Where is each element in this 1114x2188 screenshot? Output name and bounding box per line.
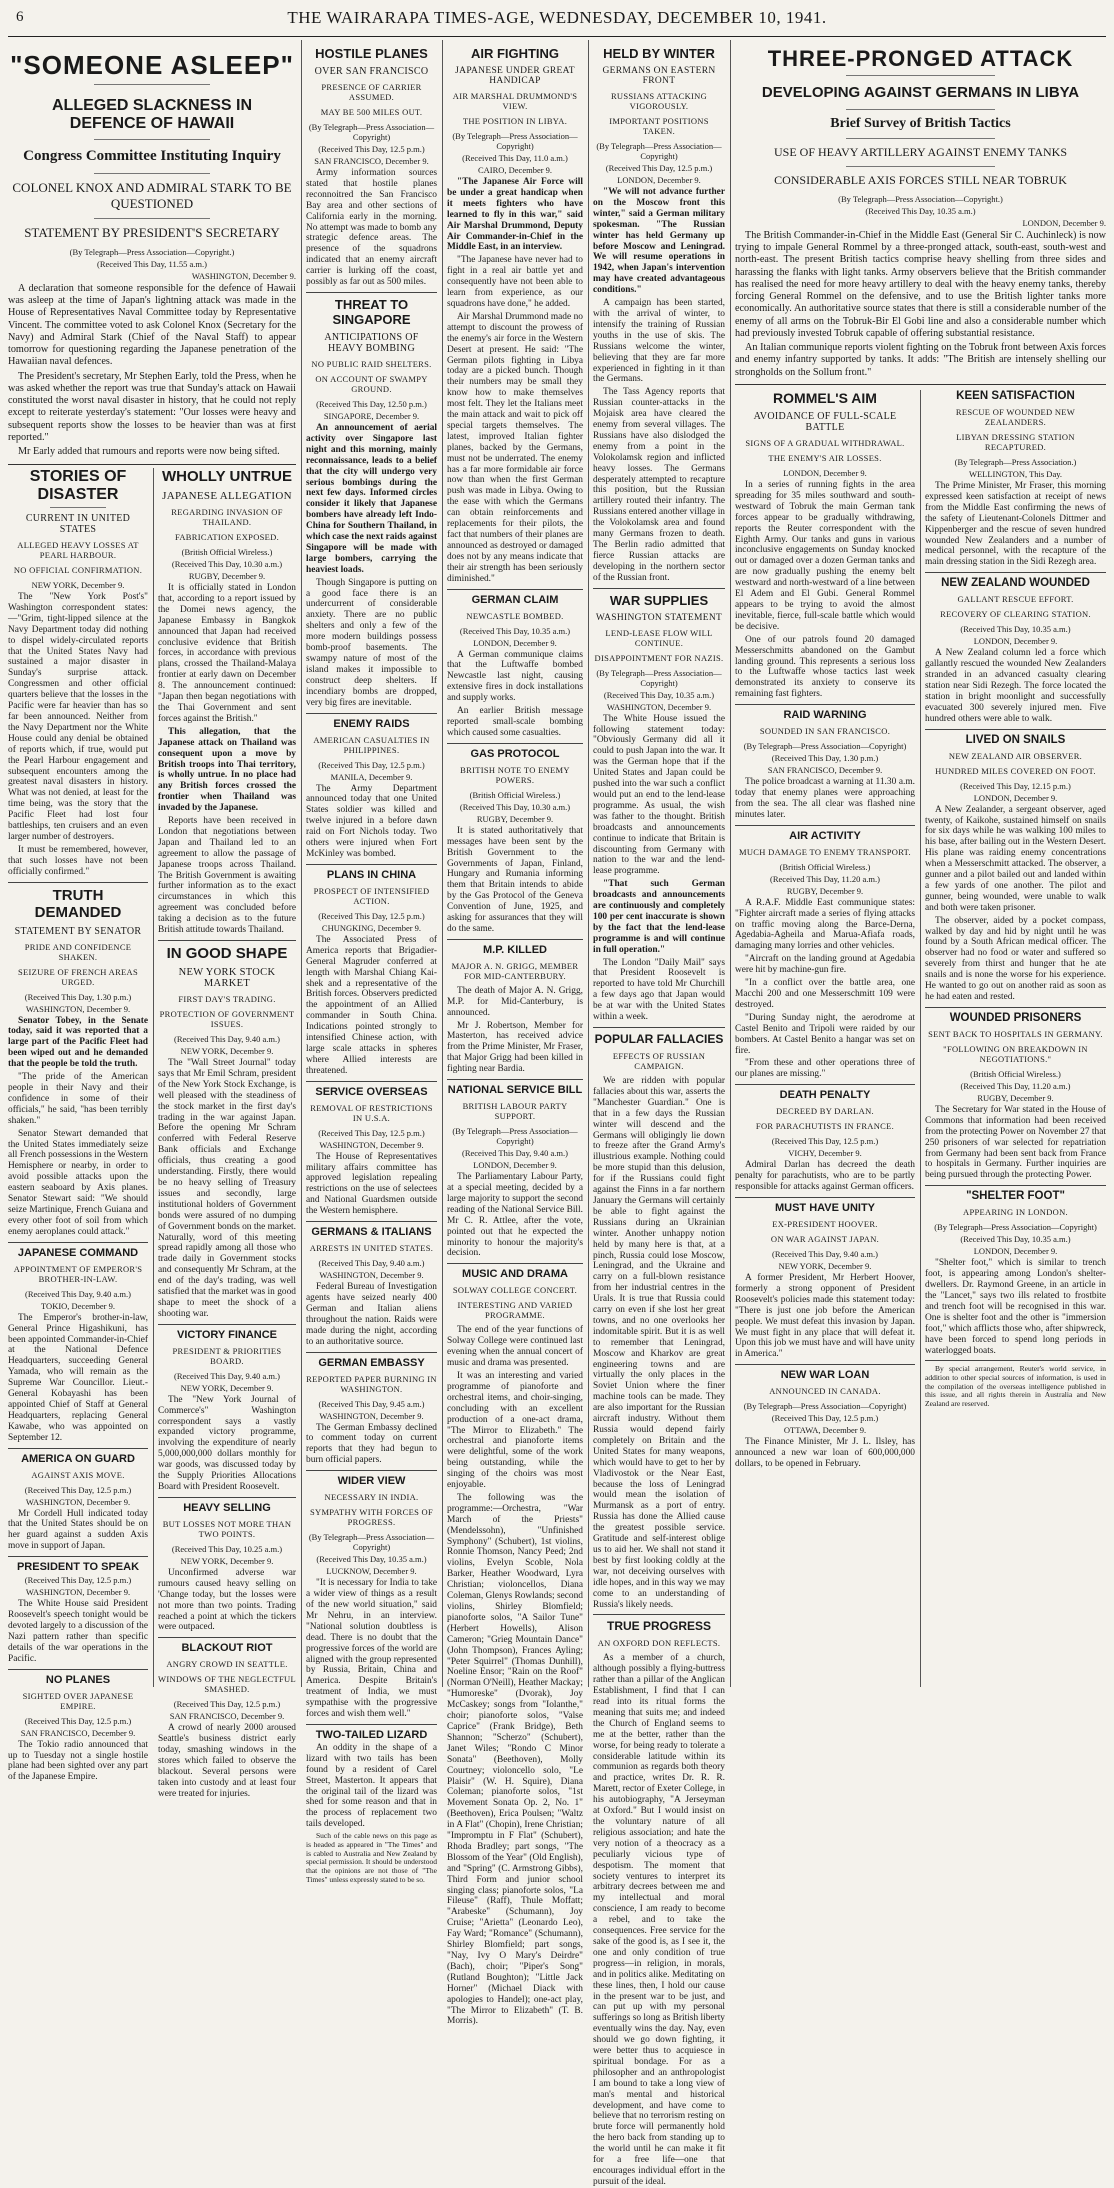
page-number: 6 <box>16 9 24 25</box>
subheadline: SOUNDED IN SAN FRANCISCO. <box>759 726 891 737</box>
dateline: LONDON, December 9. <box>1022 218 1106 228</box>
article-paragraph: A declaration that someone responsible for the defence of Hawaii was asleep at the time of Japan's lightning attack was made in the House of Representatives Naval Committee today by Representative Vincent. The committee voted to ask Colonel Knox (Secretary for the Navy) and Admiral Stark (Chief of the Naval Staff) to appear tomorrow for questioning regarding the Japanese penetration of the Hawaiian naval defences. <box>8 283 296 368</box>
dateline: LONDON, December 9. <box>473 1160 557 1171</box>
subheadline: DEVELOPING AGAINST GERMANS IN LIBYA <box>761 84 1080 101</box>
article-paragraph: A campaign has been started, with the arrival of winter, to intensify the training of Russian youths in the use of skis. The Russians welcome the winter, believing that they are far more experienced in fighting in it than the Germans. <box>593 298 725 385</box>
article-paragraph: The Tass Agency reports that Russian counter-attacks in the Mojaisk area have cleared the enemy from several villages. The Russians have also dislodged the enemy from a point in the Volokolamsk region and inflicted heavy losses. The Germans desperately attempted to recapture this position, but the Russian artillery routed their infantry. The Russians entered another village in the Volokolamsk area and found many Germans frozen to death. The Berlin radio admitted that fierce Russian attacks are developing in the northern sector of the Russian front. <box>593 387 725 583</box>
article-title: ENEMY RAIDS <box>333 717 410 730</box>
dateline: NEW YORK, December 9. <box>180 1046 274 1056</box>
article-title: HOSTILE PLANES <box>315 46 428 61</box>
column-2 <box>158 468 296 1799</box>
article-title: WOUNDED PRISONERS <box>949 1011 1082 1024</box>
credit-line: (By Telegraph—Press Association—Copyright) <box>596 667 722 688</box>
article-paragraph: The "Wall Street Journal" today says that Mr Emil Schram, president of the New York Stock Exchange, is well pleased with the steadiness of the stock market in the first day's trading in the war against Japan. Before the opening Mr Schram conferred with Federal Reserve Bank officials and Exchange officials, thus creating a good understanding. Firstly, there would be no heavy selling of Treasury issues and secondly, large institutional holders of Government bonds were assured of no dumping of Government bonds on the market. Naturally, word of this meeting spread rapidly among all those who trade daily in Government stocks and consequently Mr Schram, at the end of the day's trading, was well satisfied that the market was in good shape to meet the shock of a shooting war. <box>158 1058 296 1319</box>
article-paragraph: The following was the programme:—Orchestra, "War March of the Priests" (Mendelssohn), "Unfinished Symphony" (Schubert), 1st violins, Ronnie Thomson, Nancy Peed; 2nd violins, Evelyn Scoble, Nola Barker, Heather Woodward, Lyra Christian; violoncellos, Diana Coleman, Glenys Rowlands; second violins, Shirley Blomfield; pianoforte solos, "A Sailor Tune" (Herbert Howells), Alison Cameron; "Grieg Mountain Dance" (John Thompson), Frances Ayling; "Peter Squirrel" (Thomas Dunhill), Noeline Ensor; "Rain on the Roof" (Norman O'Neill), Heather Mackay; "Humoreske" (Dvorak), Joy McCaskey; songs from "Iolanthe," choir; pianoforte solos, "Valse Caprice" (Frank Bridge), Beth Shannon; "Scherzo" (Schubert), Janet Wiles; "Rondo C Minor Sonata" (Beethoven), Molly Courtney; violoncello solo, "Le Plaisir" (W. H. Squire), Diana Coleman; pianoforte solos, "1st Movement Sonata Op. 2, No. 1" (Beethoven), Erica Poulsen; "Waltz in A Flat" (Chopin), Irene Christian; "Impromptu in F Flat" (Schubert), Rhoda Bradley; part songs, "The Blossom of the Year" (Old English), and "Spring" (C. Armstrong Gibbs), Third Form and junior school singing class; pianoforte solos, "La Fileuse" (Raff), Thule Moffatt; "Arabeske" (Schumann), Joy Cruise; "Arietta" (Leonardo Leo), Fay Ward; "Romance" (Schumann), Shirley Blomfield; part songs, "Nay, Ivy O Mary's Deirdre" (Bach), choir; "Piper's Song" (Rutland Boughton); "Little Jack Horner" (Michael Diack with apologies to Handel); one-act play, "The Mirror to Elizabeth" (T. B. Morris). <box>447 1492 584 2027</box>
dateline: LONDON, December 9. <box>783 468 867 478</box>
credit-line: (By Telegraph—Press Association—Copyright) <box>743 741 907 752</box>
article-title: GERMAN CLAIM <box>471 593 559 606</box>
received-line: (Received This Day, 9.40 a.m.) <box>174 1034 280 1044</box>
received-line: (Received This Day, 12.5 p.m.) <box>771 1136 879 1147</box>
column-rule <box>730 40 731 1687</box>
article-paragraph: Senator Tobey, in the Senate today, said it was reported that a large part of the Pacific Fleet had been wiped out and he demanded that the people be told the truth. <box>8 1015 148 1070</box>
received-line: (Received This Day, 10.30 a.m.) <box>171 559 283 569</box>
dateline: SAN FRANCISCO, December 9. <box>169 1711 285 1722</box>
subheadline: PROTECTION OF GOVERNMENT ISSUES. <box>159 1009 295 1029</box>
notice-paragraph: Such of the cable news on this page as is headed as appeared in "The Times" and is cabled to Australia and New Zealand by special permission. It should be understood that the opinions are not those of "The Times" unless expressly stated to be so. <box>306 1831 437 1884</box>
subheadline: Brief Survey of British Tactics <box>830 116 1011 131</box>
subheadline: SENT BACK TO HOSPITALS IN GERMANY. <box>928 1028 1103 1039</box>
article-title: GERMANS & ITALIANS <box>311 1226 432 1239</box>
dateline: SAN FRANCISCO, December 9. <box>20 1727 136 1738</box>
dateline: LONDON, December 9. <box>973 792 1058 803</box>
article-paragraph: In a series of running fights in the area spreading for 35 miles southward and south-westward of Tobruk the main German tank forces appear to be gradually withdrawing, reports the Reuter correspondent with the Eighth Army. Our tanks and guns in various inconclusive engagements on Sunday knocked out or damaged over a dozen German tanks and are now gradually pushing the enemy belt westward and north-westward of a line between El Adem and El Gubi. General Rommel appears to be trying to avoid the almost inevitable, fierce, full-scale battle which would be decisive. <box>735 480 915 632</box>
article-title: M.P. KILLED <box>483 943 547 956</box>
received-line: (Received This Day, 10.35 a.m.) <box>316 1554 427 1565</box>
article-paragraph: Air Marshal Drummond made no attempt to discount the prowess of the enemy's air force in the Western Desert at present. He said: "The German pilots fighting in Libya today are a picked bunch. Though their numbers may be small they know how to make themselves most felt. They let the Italians meet the main attack and wait to pick off special targets themselves. The latest, improved Italian fighter planes, backed by the Germans, must not be underrated. The enemy has a far more formidable air force now than when the first German push was made in Libya. Owing to the ease with which the Germans can obtain reinforcements and replacements for their pilots, the fact that numbers of their planes are announced as destroyed or damaged does not by any means indicate that their air strength has been seriously diminished." <box>447 311 583 584</box>
subheadline: OVER SAN FRANCISCO <box>314 66 429 77</box>
subheadline: DISAPPOINTMENT FOR NAZIS. <box>594 652 724 663</box>
subheadline: FABRICATION EXPOSED. <box>174 532 280 542</box>
received-line: (Received This Day, 12.5 p.m.) <box>24 1484 132 1495</box>
credit-line: (British Official Wireless.) <box>469 789 561 800</box>
article-title: "SHELTER FOOT" <box>966 1190 1065 1203</box>
dateline: LONDON, December 9. <box>973 636 1058 647</box>
dateline: SAN FRANCISCO, December 9. <box>767 765 883 776</box>
article-paragraph: An earlier British message reported small-scale bombing which caused some casualties. <box>447 706 583 738</box>
article-paragraph: "We will not advance further on the Moscow front this winter," said a German military spokesman. "The Russian winter has held Germany up before Moscow and Leningrad. We will resume operations in 1942, when Japan's intervention may have created advantageous conditions." <box>593 187 725 296</box>
column-rule <box>153 468 154 1687</box>
credit-line: (British Official Wireless.) <box>970 1068 1061 1079</box>
subheadline: ALLEGED HEAVY LOSSES AT PEARL HARBOUR. <box>17 540 139 560</box>
article-paragraph: The President's secretary, Mr Stephen Early, told the Press, when he was asked whether the report was true that Sunday's attack on Hawaii constituted the worst naval disaster in history, that he could not reply except to reiterate yesterday's statement: "Our losses were heavy and subsequent reports show the losses to be heavier than was at first reported." <box>8 370 296 443</box>
dateline: WASHINGTON, December 9. <box>25 1496 131 1507</box>
article-paragraph: "The Japanese Air Force will be under a great handicap when it meets fighters who have learned to fly in this war," said Air Marshal Drummond, Deputy Air Commander-in-Chief in the Middle East, in an interview. <box>447 177 583 253</box>
dateline: NEW YORK, December 9. <box>180 1555 274 1566</box>
article-paragraph: The "New York Post's" Washington correspondent states:—"Grim, tight-lipped silence at the Navy Department today did nothing to dispel widely-circulated reports that the United States Navy had sustained a major disaster in Sunday's surprise attack. Congressmen and other official quarters believe that the losses in the Pacific were far heavier than has so far been announced. Neither from the Navy Department nor the White House could any denial be obtained of reports which, if true, would put the Pearl Harbour engagement and subsequent encounters among the greatest naval disasters in history. What was not denied, at least for the time being, was the story that the Pacific Fleet had lost four battleships, ten cruisers and an even larger number of destroyers. <box>8 592 148 842</box>
horizontal-rule <box>8 464 296 465</box>
received-line: (Received This Day, 12.5 p.m.) <box>318 759 425 770</box>
article-paragraph: "That such German broadcasts and announcements are continuously and completely 100 per cent inaccurate is shown by the fact that the lend-lease programme is and will continue in full operation." <box>593 879 725 955</box>
article-title: RAID WARNING <box>783 709 867 722</box>
dateline: RUGBY, December 9. <box>188 571 266 581</box>
dateline: WASHINGTON, December 9. <box>606 701 712 712</box>
article-paragraph: "From these and other operations three of our planes are missing." <box>735 1058 915 1080</box>
subheadline: GALLANT RESCUE EFFORT. <box>957 594 1074 605</box>
subheadline: FIRST DAY'S TRADING. <box>178 994 276 1004</box>
article-paragraph: Unconfirmed adverse war rumours caused heavy selling on 'Change today, but the losses were not more than two points. Trading reached a point at which the tickers were outpaced. <box>158 1567 296 1633</box>
received-line: (Received This Day, 11.55 a.m.) <box>97 259 207 269</box>
article-paragraph: We are ridden with popular fallacies about this war, asserts the "Manchester Guardian." One is that in a few days the Russian winter will descend and the Germans will obligingly lie down to freeze after the Grand Army's illustrious example. Nothing could be more stupid than this delusion, for if the Russians could fight against the Finns in a far northern January the Germans will certainly be able to fight against the Russians during an Ukrainian winter. Another unhappy notion held by many here is that, at a pinch, Russia could lose Moscow, Leningrad, and the Ukraine and carry on a full-blown resistance from her industrial centres in the Urals. It is true that Russia could carry on even if she lost her great towns, and no one overlooks her indomitable spirit. But it is as well to remember that Leningrad, Moscow and Kharkov are great engineering towns and are virtually the only places in the Soviet Union where the finer machine tools can be made. They are also important for the Russian aircraft industry. Without them Russia would depend fairly completely on Britain and the United States for many weapons, which would have to get to her by Vladivostok or the Near East, because the loss of Leningrad would mean the isolation of Murmansk as a port of entry. Russia has done the Allied cause the greatest possible service. Gratitude and self-interest oblige us to aid her. We shall not stand it best by first looking coldly at the war, not deceiving ourselves with idle hopes, and in this way we may come to an understanding of Russia's likely needs. <box>593 1076 725 1610</box>
article-paragraph: A crowd of nearly 2000 aroused Seattle's business district early today, smashing windows in the stores which failed to observe the blackout. Several persons were taken into custody and at least four were treated for injuries. <box>158 1723 296 1799</box>
article-title: PRESIDENT TO SPEAK <box>16 1561 140 1574</box>
subheadline: PRESENCE OF CARRIER ASSUMED. <box>321 82 422 102</box>
received-line: (Received This Day, 12.15 p.m.) <box>960 780 1071 791</box>
subheadline: GERMANS ON EASTERN FRONT <box>602 66 716 86</box>
article-paragraph: An oddity in the shape of a lizard with two tails has been found by a resident of Carel Street, Masterton. It appears that the original tail of the lizard was shed for some reason and that in the process of replacement two tails developed. <box>306 1742 437 1830</box>
subheadline: STATEMENT BY PRESIDENT'S SECRETARY <box>24 225 280 240</box>
received-line: (Received This Day, 9.40 a.m.) <box>174 1370 280 1381</box>
received-line: (Received This Day, 9.40 a.m.) <box>772 1248 878 1259</box>
subheadline: EFFECTS OF RUSSIAN CAMPAIGN. <box>612 1051 706 1071</box>
subheadline: AMERICAN CASUALTIES IN PHILIPPINES. <box>313 734 430 755</box>
received-line: (Received This Day, 12.5 p.m.) <box>318 1127 425 1138</box>
subheadline: LIBYAN DRESSING STATION RECAPTURED. <box>956 432 1075 452</box>
dateline: WASHINGTON, December 9. <box>319 1410 424 1421</box>
article-paragraph: As a member of a church, although possibly a flying-buttress rather than a pillar of the Anglican Establishment, I find that I can read into its ritual forms the meaning that suits me; and indeed the Church of England seems to me at the better, rather than the worse, for being ready to tolerate a considerable latitude within its communion as regards both theory and practice, writes Dr. R. R. Marett, rector of Exeter College, in his autobiography, "A Jerseyman at Oxford." But I would insist on the voluntary nature of all religious association; and hate the very notion of a theocracy as a peculiarly vicious type of despotism. The moment that society ventures to interpret its arbitrary decrees between me and my intellectual and moral conscience, I am ready to become a rebel, and to take the consequences. Free service for the sake of the good is, as I see it, the one and only condition of true progress—in religion, in morals, and in politics alike. Meditating on these lines, then, I hold our cause in the present war to be just, and can put up with my personal sufferings so long as British liberty eventually wins the day. Nay, even should we go down fighting, it were better thus to acquiesce in spiritual bondage. For as a philosopher and an anthropologist I am bound to take a long view of man's mental and historical development, and have come to believe that no terrorism resting on brute force will permanently hold the hero back from standing up to the world until he can make it fit for a free life—one that encourages individual effort in the pursuit of the ideal. <box>593 1653 725 2187</box>
subheadline: ARRESTS IN UNITED STATES. <box>309 1243 434 1254</box>
article-title: WHOLLY UNTRUE <box>161 468 292 485</box>
subheadline: NEWCASTLE BOMBED. <box>466 610 564 621</box>
masthead-title: THE WAIRARAPA TIMES-AGE, WEDNESDAY, DECEMBER 10, 1941. <box>287 8 827 27</box>
credit-line: (By Telegraph—Press Association—Copyright) <box>308 1532 435 1553</box>
subheadline: APPOINTMENT OF EMPEROR'S BROTHER-IN-LAW. <box>13 1263 143 1284</box>
subheadline: BRITISH NOTE TO ENEMY POWERS. <box>460 764 570 785</box>
article-paragraph: The Emperor's brother-in-law, General Prince Higashikuni, has been appointed Commander-in-Chief at the National Defence Headquarters, succeeding General Yamada, who will remain as the Supreme War Councillor. Lieut.-General Kobayashi has been appointed Chief of Staff at General Headquarters, replacing General Kawabe, who was appointed on September 12. <box>8 1312 148 1443</box>
subheadline: REGARDING INVASION OF THAILAND. <box>171 507 283 527</box>
article-title: TWO-TAILED LIZARD <box>315 1728 428 1741</box>
received-line: (Received This Day, 10.35 a.m.) <box>459 625 571 636</box>
masthead <box>8 0 1106 37</box>
subheadline: FOR PARACHUTISTS IN FRANCE. <box>755 1121 895 1132</box>
article-paragraph: "It is necessary for India to take a wider view of things as a result of the new world situation," said Mr Nehru, in an interview. "National solution doubtless is dead. There is no doubt that the progressive forces of the world are aligned with the group represented by Russia, Britain, China and America. Despite Britain's treatment of India, we must sympathise with the progressive forces and wish them well." <box>306 1578 437 1720</box>
article-paragraph: The police broadcast a warning at 11.30 a.m. today that enemy planes were approaching from the sea. The all clear was flashed nine minutes later. <box>735 777 915 820</box>
subheadline: EX-PRESIDENT HOOVER. <box>772 1218 878 1229</box>
subheadline: LEND-LEASE FLOW WILL CONTINUE. <box>605 627 713 648</box>
subheadline: AIR MARSHAL DRUMMOND'S VIEW. <box>452 91 578 111</box>
subheadline: STATEMENT BY SENATOR <box>14 925 142 937</box>
received-line: (Received This Day, 1.30 p.m.) <box>771 753 879 764</box>
article-paragraph: "During Sunday night, the aerodrome at Castel Benito and Tripoli were raided by our bombers. At Castel Benito a hangar was set on fire. <box>735 1012 915 1056</box>
article-paragraph: The White House said President Roosevelt's speech tonight would be devoted largely to a discussion of the Nazi pattern rather than specific details of the war operations in the Pacific. <box>8 1599 148 1664</box>
subheadline: PROSPECT OF INTENSIFIED ACTION. <box>313 885 430 906</box>
article-paragraph: It must be remembered, however, that such losses have not been officially confirmed." <box>8 844 148 877</box>
subheadline: Congress Committee Instituting Inquiry <box>23 148 281 164</box>
article-title: AMERICA ON GUARD <box>21 1452 135 1465</box>
received-line: (Received This Day, 11.0 a.m.) <box>462 153 568 163</box>
article-title: SERVICE OVERSEAS <box>315 1085 428 1098</box>
received-line: (Received This Day, 9.40 a.m.) <box>25 1288 131 1299</box>
dateline: LUCKNOW, December 9. <box>326 1566 417 1577</box>
received-line: (Received This Day, 1.30 p.m.) <box>24 991 132 1002</box>
subheadline: HUNDRED MILES COVERED ON FOOT. <box>935 765 1096 776</box>
dateline: LONDON, December 9. <box>473 637 557 648</box>
received-line: (Received This Day, 9.40 a.m.) <box>318 1258 425 1269</box>
subheadline: BRITISH LABOUR PARTY SUPPORT. <box>462 1101 568 1122</box>
received-line: (Received This Day, 12.5 p.m.) <box>24 1575 132 1586</box>
received-line: (Received This Day, 10.35 a.m.) <box>603 689 715 700</box>
article-title: LIVED ON SNAILS <box>965 733 1066 746</box>
article-paragraph: It was an interesting and varied programme of pianoforte and orchestral items, and choir-singing, concluding with an excellent production of a one-act drama, "The Mirror to Elizabeth." The orchestral and pianoforte items were delightful, some of the work being outstanding, while the singing of the choirs was most enjoyable. <box>447 1370 583 1491</box>
article-paragraph: Mr Early added that rumours and reports were now being sifted. <box>18 446 280 458</box>
article-title: MUSIC AND DRAMA <box>462 1268 568 1281</box>
headline: "SOMEONE ASLEEP" <box>10 50 294 80</box>
dateline: SAN FRANCISCO, December 9. <box>314 156 429 166</box>
dateline: MANILA, December 9. <box>330 771 413 782</box>
subheadline: "FOLLOWING ON BREAKDOWN IN NEGOTIATIONS." <box>943 1043 1088 1064</box>
subheadline: REPORTED PAPER BURNING IN WASHINGTON. <box>306 1373 437 1394</box>
subheadline: APPEARING IN LONDON. <box>963 1207 1068 1218</box>
received-line: (Received This Day, 12.5 p.m.) <box>318 144 425 154</box>
article-paragraph: "Aircraft on the landing ground at Agedabia were hit by machine-gun fire. <box>735 954 915 976</box>
dateline: WASHINGTON, December 9. <box>25 1003 131 1014</box>
subheadline: AN OXFORD DON REFLECTS. <box>597 1638 721 1649</box>
article-paragraph: "In a conflict over the battle area, one Macchi 200 and one Messerschmitt 109 were destroyed. <box>735 978 915 1010</box>
subheadline: MUCH DAMAGE TO ENEMY TRANSPORT. <box>739 846 911 857</box>
subheadline: SOLWAY COLLEGE CONCERT. <box>452 1285 578 1296</box>
article-title: HEAVY SELLING <box>183 1501 271 1514</box>
received-line: (Received This Day, 9.45 a.m.) <box>318 1398 425 1409</box>
credit-line: (By Telegraph—Press Association—Copyright) <box>743 1401 907 1412</box>
column-3 <box>306 40 437 1884</box>
subheadline: RECOVERY OF CLEARING STATION. <box>940 609 1091 620</box>
article-paragraph: Mr Cordell Hull indicated today that the United States should be on her guard against a sudden Axis move in support of Japan. <box>8 1508 148 1552</box>
article-title: PLANS IN CHINA <box>326 868 417 881</box>
article-title: AIR ACTIVITY <box>789 829 861 842</box>
notice-paragraph: By special arrangement, Reuter's world service, in addition to other special sources of information, is used in the compilation of the overseas intelligence published in this issue, and all rights therein in Australia and New Zealand are reserved. <box>925 1364 1106 1409</box>
subheadline: SIGNS OF A GRADUAL WITHDRAWAL. <box>745 438 905 448</box>
credit-line: (By Telegraph—Press Association—Copyright) <box>596 141 722 161</box>
article-paragraph: The Prime Minister, Mr Fraser, this morning expressed keen satisfaction at receipt of news from the Middle East confirming the news of the safety of Lieutenant-Colonels Dittmer and Kippenberger and the rescue of seven hundred wounded New Zealanders and a number of medical personnel, with the recapture of the main dressing station in the Sidi Rezegh area. <box>925 481 1106 568</box>
article-paragraph: The end of the year functions of Solway College were continued last evening when the annual concert of music and drama was presented. <box>447 1325 583 1369</box>
column-rule <box>588 40 589 1687</box>
article-paragraph: The "New York Journal of Commerce's" Washington correspondent says a vastly expanded victory programme, involving the expenditure of nearly 5,000,000,000 dollars monthly for war goods, was discussed today by the Supply Priorities Allocations Board with President Roosevelt. <box>158 1394 296 1492</box>
dateline: CAIRO, December 9. <box>477 165 553 175</box>
subheadline: ALLEGED SLACKNESS IN DEFENCE OF HAWAII <box>51 97 252 132</box>
received-line: (Received This Day, 10.35 a.m.) <box>960 1234 1071 1245</box>
article-paragraph: "Shelter foot," which is similar to trench foot, is appearing among London's shelter-dwellers. Dr. Raymond Greene, in an article in the "Lancet," says two ills related to frostbite and trench foot will be recognised in this war. One is shelter foot and the other is "immersion foot," which afflicts those who, after shipwreck, have been forced to spend long periods in waterlogged boats. <box>925 1258 1106 1356</box>
dateline: WASHINGTON, December 9. <box>25 1587 131 1598</box>
article-paragraph: Army information sources stated that hostile planes reconnoitred the San Francisco Bay area and other sections of California early in the morning. No attempt was made to bomb any strategic defence areas. The presence of the squadrons indicated that an enemy aircraft carrier is lurking off the coast, possibly as far out as 500 miles. <box>306 168 437 288</box>
subheadline: SYMPATHY WITH FORCES OF PROGRESS. <box>309 1507 433 1528</box>
article-title: TRUTH DEMANDED <box>34 886 122 921</box>
dateline: TOKIO, December 9. <box>41 1300 115 1311</box>
column-5 <box>593 40 725 2187</box>
subheadline: USE OF HEAVY ARTILLERY AGAINST ENEMY TANKS <box>773 145 1067 159</box>
article-paragraph: This allegation, that the Japanese attack on Thailand was consequent upon a move by British troops into Thai territory, is wholly untrue. In no place had any British forces crossed the frontier when Thailand was invaded by the Japanese. <box>158 726 296 814</box>
subheadline: BUT LOSSES NOT MORE THAN TWO POINTS. <box>162 1518 292 1539</box>
subheadline: JAPANESE UNDER GREAT HANDICAP <box>455 66 575 86</box>
subheadline: NO OFFICIAL CONFIRMATION. <box>13 565 143 575</box>
received-line: (Received This Day, 9.40 a.m.) <box>462 1148 568 1159</box>
column-6 <box>735 390 915 1687</box>
article-title: WIDER VIEW <box>337 1475 406 1488</box>
subheadline: IMPORTANT POSITIONS TAKEN. <box>609 116 709 136</box>
article-paragraph: A German communique claims that the Luftwaffe bombed Newcastle last night, causing extensive fires in dock installations and supply works. <box>447 649 583 704</box>
credit-line: (By Telegraph—Press Association.) <box>954 457 1077 467</box>
article-paragraph: The White House issued the following statement today: "Obviously Germany did all it could to push Japan into the war. It was the German hope that if the United States and Japan could be pushed into the war such a conflict would put an end to the lend-lease programme. As usual, the wish was father to the thought. British broadcasts and announcements continue to indicate that Britain is discounting from Germany with nation to the war and the lend-lease programme. <box>593 713 725 877</box>
subheadline: NEW YORK STOCK MARKET <box>178 967 276 989</box>
dateline: WASHINGTON, December 9. <box>191 271 296 281</box>
article-paragraph: An Italian communique reports violent fighting on the Tobruk front between Axis forces and enemy infantry supported by tanks. It adds: "The British are intensely shelling our strongholds on the Sollum front." <box>735 342 1106 378</box>
article-title: GERMAN EMBASSY <box>318 1356 425 1369</box>
column-rule <box>442 40 443 1687</box>
article-paragraph: The Finance Minister, Mr J. L. Ilsley, has announced a new war loan of 600,000,000 dollars, to be opened in February. <box>735 1437 915 1470</box>
headline: THREE-PRONGED ATTACK <box>767 46 1074 71</box>
subheadline: AVOIDANCE OF FULL-SCALE BATTLE <box>753 411 897 433</box>
subheadline: AGAINST AXIS MOVE. <box>31 1469 125 1480</box>
horizontal-rule <box>735 384 1106 385</box>
article-title: IN GOOD SHAPE <box>166 945 288 962</box>
subheadline: RUSSIANS ATTACKING VIGOROUSLY. <box>610 91 708 111</box>
article-paragraph: A R.A.F. Middle East communique states: "Fighter aircraft made a series of flying attacks on traffic moving along the Barce-Derna, Agedabia-Agheila and Marua-Afiafa roads, damaging many lorries and other vehicles. <box>735 897 915 952</box>
received-line: (Received This Day, 11.20 a.m.) <box>960 1080 1071 1091</box>
subheadline: SIGHTED OVER JAPANESE EMPIRE. <box>22 1690 134 1711</box>
article-paragraph: It is officially stated in London that, according to a report issued by the Domei news agency, the Japanese Embassy in Bangkok announced that Japan had received conclusive evidence that British forces, in accordance with previous plans, crossed the Thailand-Malaya frontier at early dawn on December 8. The announcement continued: "Japan then began negotiations with the Thai Government and sent forces against the British." <box>158 583 296 724</box>
article-title: WAR SUPPLIES <box>609 592 709 608</box>
article-paragraph: The Tokio radio announced that up to Tuesday not a single hostile plane had been sighted over any part of the Japanese Empire. <box>8 1739 148 1783</box>
article-paragraph: "The pride of the American people in their Navy and their confidence in some of their officials," he said, "has been terribly shaken." <box>8 1072 148 1126</box>
article-title: GAS PROTOCOL <box>470 747 560 760</box>
received-line: (Received This Day, 10.35 a.m.) <box>960 624 1071 635</box>
article-title: ROMMEL'S AIM <box>773 390 877 406</box>
credit-line: (By Telegraph—Press Association—Copyright) <box>452 1126 578 1147</box>
credit-line: (British Official Wireless.) <box>181 547 273 557</box>
article-paragraph: The Parliamentary Labour Party, at a special meeting, decided by a large majority to support the second reading of the National Service Bill. Mr C. R. Attlee, after the vote, pointed out that he expected the minority to honour the majority's decision. <box>447 1172 583 1259</box>
article-title: DEATH PENALTY <box>779 1089 871 1102</box>
article-paragraph: The Army Department announced today that one United States soldier was killed and twelve injured in a before dawn raid on Fort Nichols today. Two others were injured when Fort McKinley was bombed. <box>306 783 437 859</box>
article-title: HELD BY WINTER <box>603 46 715 61</box>
article-title: AIR FIGHTING <box>470 46 560 61</box>
article-paragraph: Mr J. Robertson, Member for Masterton, has received advice from the Prime Minister, Mr Fraser, that Major Grigg had been killed in fighting near Bardia. <box>447 1020 583 1075</box>
article-title: STORIES OF DISASTER <box>29 468 127 503</box>
received-line: (Received This Day, 12.5 p.m.) <box>605 163 713 173</box>
dateline: WASHINGTON, December 9. <box>319 1270 424 1281</box>
article-title: JAPANESE COMMAND <box>17 1246 139 1259</box>
article-paragraph: The German Embassy declined to comment today on current reports that they had begun to burn official papers. <box>306 1422 437 1466</box>
article-title: NEW ZEALAND WOUNDED <box>941 577 1090 590</box>
received-line: (Received This Day, 12.5 p.m.) <box>173 1699 281 1710</box>
subheadline: NEW ZEALAND AIR OBSERVER. <box>948 750 1083 761</box>
article-paragraph: Though Singapore is putting on a good face there is an undercurrent of considerable anxiety. There are no public shelters and only a few of the more modern buildings possess bomb-proof basements. The swampy nature of most of the island makes it impossible to construct deep shelters. If incendiary bombs are dropped, very big fires are inevitable. <box>306 577 437 708</box>
received-line: (Received This Day, 10.35 a.m.) <box>865 206 976 216</box>
subheadline: PRIDE AND CONFIDENCE SHAKEN. <box>24 941 132 962</box>
column-1 <box>8 468 148 1783</box>
subheadline: JAPANESE ALLEGATION <box>162 490 292 502</box>
subheadline: DECREED BY DARLAN. <box>776 1106 874 1117</box>
article-title: NATIONAL SERVICE BILL <box>447 1084 583 1097</box>
credit-line: (British Official Wireless.) <box>779 861 871 872</box>
credit-line: (By Telegraph—Press Association—Copyright) <box>308 122 435 142</box>
article-title: THREAT TO SINGAPORE <box>332 296 411 327</box>
column-rule <box>920 390 921 1687</box>
subheadline: MAY BE 500 MILES OUT. <box>320 107 423 117</box>
subheadline: ANNOUNCED IN CANADA. <box>769 1386 881 1397</box>
credit-line: (By Telegraph—Press Association—Copyright) <box>934 1222 1097 1233</box>
subheadline: SEIZURE OF FRENCH AREAS URGED. <box>17 966 138 987</box>
article-paragraph: The House of Representatives military affairs committee has approved legislation repealing restrictions on the use of selectees and National Guardsmen outside the Western hemisphere. <box>306 1151 437 1217</box>
dateline: RUGBY, December 9. <box>476 813 554 824</box>
received-line: (Received This Day, 12.5 p.m.) <box>771 1413 879 1424</box>
article-title: KEEN SATISFACTION <box>956 390 1075 402</box>
article-paragraph: The observer, aided by a pocket compass, walked by day and hid by night until he was found by a South African medical officer. The observer had no food or water and suffered so severely from thirst and hunger that he ate snails and is none the worse for his experience. He wanted to go out on another raid as soon as he had eaten and rested. <box>925 915 1106 1002</box>
column-4 <box>447 40 584 2027</box>
article-paragraph: The Secretary for War stated in the House of Commons that information had been received from the protecting Power on November 27 that 250 prisoners of war selected for repatriation from Germany had been sent back from France to hospitals in Germany. Further inquiries are being pursued through the protecting Power. <box>925 1104 1106 1181</box>
article-paragraph: The British Commander-in-Chief in the Middle East (General Sir C. Auchinleck) is now trying to impale General Rommel by a three-pronged attack, south-east, south-west and north-east. The present British tactics comprise heavy shelling from three sides and harassing the flanks with light tanks. Army observers believe that the British commander has realised the need for more heavy artillery to deal with the heavy enemy tanks, thereby forcing General Rommel on the defensive, and to use the British lighter tanks more economically. An authoritative source states that there is still a considerable number of the enemy of all arms on the Tobruk-Bir El Gobi line and also a considerable number which had previously invested Tobruk capable of offering substantial resistance. <box>735 230 1106 339</box>
article-paragraph: An announcement of aerial activity over Singapore last night and this morning, mainly reconnaissance, leads to a belief that the city will undergo very serious bombings during the next few days. Informed circles consider it likely that Japanese bombers have already left Indo-China for Southern Thailand, in which case the next raids against Singapore will be made with large bombers, carrying the heaviest loads. <box>306 422 437 575</box>
article-title: NEW WAR LOAN <box>780 1369 870 1382</box>
received-line: (Received This Day, 10.30 a.m.) <box>459 801 571 812</box>
dateline: LONDON, December 9. <box>617 175 701 185</box>
subheadline: ANTICIPATIONS OF HEAVY BOMBING <box>324 331 419 354</box>
subheadline: ON ACCOUNT OF SWAMPY GROUND. <box>315 373 428 394</box>
article-paragraph: Federal Bureau of Investigation agents have seized nearly 400 German and Italian aliens throughout the nation. Raids were made during the night, according to an authoritative source. <box>306 1282 437 1347</box>
subheadline: NECESSARY IN INDIA. <box>324 1492 419 1503</box>
subheadline: CONSIDERABLE AXIS FORCES STILL NEAR TOBRUK <box>774 173 1067 187</box>
article-title: MUST HAVE UNITY <box>774 1201 876 1214</box>
subheadline: CURRENT IN UNITED STATES <box>25 513 131 535</box>
article-paragraph: It is stated authoritatively that messages have been sent by the British Government to the Governments of Japan, Finland, Hungary and Rumania informing them that Britain intends to abide by the Gas Protocol of the Geneva Convention of June, 1925, and asking for assurances that they will do the same. <box>447 825 583 934</box>
article-paragraph: Reports have been received in London that negotiations between Japan and Thailand led to an agreement to allow the passage of Japanese troops across Thailand. The British Government is awaiting further information as to the exact circumstances in which this agreement was concluded before taking a decision as to the future British attitude towards Thailand. <box>158 816 296 936</box>
article-title: VICTORY FINANCE <box>176 1328 278 1341</box>
article-title: POPULAR FALLACIES <box>594 1032 724 1046</box>
subheadline: RESCUE OF WOUNDED NEW ZEALANDERS. <box>955 407 1076 427</box>
article-paragraph: A former President, Mr Herbert Hoover, formerly a strong opponent of President Roosevelt's policies made this statement today: "There is just one job before the American people. We must defeat this invasion by Japan. We must fight in any place that will defeat it. Upon this job we must have and will have unity in America." <box>735 1272 915 1360</box>
dateline: RUGBY, December 9. <box>977 1092 1054 1103</box>
subheadline: ANGRY CROWD IN SEATTLE. <box>166 1659 288 1670</box>
received-line: (Received This Day, 12.5 p.m.) <box>318 910 425 921</box>
subheadline: PRESIDENT & PRIORITIES BOARD. <box>172 1345 282 1366</box>
article-title: BLACKOUT RIOT <box>181 1642 273 1655</box>
article-paragraph: One of our patrols found 20 damaged Messerschmitts abandoned on the Gambut landing ground. This represents a serious loss to the Luftwaffe whose tactics last week demonstrated its anxiety to conserve its remaining fast fighters. <box>735 634 915 700</box>
dateline: OTTAWA, December 9. <box>783 1425 867 1436</box>
dateline: LONDON, December 9. <box>973 1246 1058 1257</box>
column-7 <box>925 390 1106 1687</box>
subheadline: NO PUBLIC RAID SHELTERS. <box>311 358 432 369</box>
subheadline: COLONEL KNOX AND ADMIRAL STARK TO BE QUESTIONED <box>12 180 292 211</box>
subheadline: THE ENEMY'S AIR LOSSES. <box>768 453 882 463</box>
dateline: CHUNGKING, December 9. <box>321 922 422 933</box>
dateline: RUGBY, December 9. <box>786 885 864 896</box>
dateline: NEW YORK, December 9. <box>180 1382 274 1393</box>
credit-line: (By Telegraph—Press Association—Copyright.) <box>69 247 235 257</box>
subheadline: THE POSITION IN LIBYA. <box>462 116 568 126</box>
subheadline: ON WAR AGAINST JAPAN. <box>770 1233 880 1244</box>
subheadline: MAJOR A. N. GRIGG, MEMBER FOR MID-CANTERBURY. <box>451 960 579 981</box>
dateline: WASHINGTON, December 9. <box>319 1139 424 1150</box>
article-paragraph: The London "Daily Mail" says that President Roosevelt is reported to have told Mr Churchill a few days ago that Japan would be at war with the United States within a week. <box>593 957 725 1023</box>
article-paragraph: The death of Major A. N. Grigg, M.P. for Mid-Canterbury, is announced. <box>447 985 583 1018</box>
article-paragraph: A New Zealand column led a force which gallantly rescued the wounded New Zealanders stranded in an advanced casualty clearing station near Sidi Rezegh. The force located the station in bright moonlight and successfully evacuated 300 severely injured men. Five hundred others were able to walk. <box>925 648 1106 724</box>
dateline: NEW YORK, December 9. <box>778 1260 872 1271</box>
dateline: WELLINGTON, This Day. <box>968 469 1063 479</box>
subheadline: WINDOWS OF THE NEGLECTFUL SMASHED. <box>158 1674 296 1695</box>
lead-story <box>8 40 296 460</box>
article-paragraph: "The Japanese have never had to fight in a real air battle yet and consequently have not been able to learn from experience, as our squadrons have done," he added. <box>447 255 583 309</box>
article-paragraph: Admiral Darlan has decreed the death penalty for parachutists, who are to be partly responsible for attacks against German officers. <box>735 1160 915 1193</box>
article-title: NO PLANES <box>45 1673 111 1686</box>
dateline: NEW YORK, December 9. <box>31 580 125 590</box>
subheadline: REMOVAL OF RESTRICTIONS IN U.S.A. <box>310 1102 433 1123</box>
credit-line: (By Telegraph—Press Association—Copyright) <box>452 131 578 151</box>
subheadline: WASHINGTON STATEMENT <box>595 612 723 623</box>
article-paragraph: A New Zealander, a sergeant observer, aged twenty, of Kaikohe, sustained himself on snails for six days while he was walking 100 miles to his base, after bailing out in the Western Desert. His plane was raiding enemy concentrations when a Messerschmitt attacked. The observer, a gunner and a pilot bailed out and landed within a few yards of one another. The pilot and gunner, being wounded, were unable to walk and both were taken prisoner. <box>925 804 1106 913</box>
article-paragraph: The Associated Press of America reports that Brigadier-General Magruder conferred at length with Marshal Chiang Kai-shek and a representative of the British forces. Observers predicted the appointment of an Allied commander in South China. Indications pointed strongly to intensified Chinese action, with large scale attacks in spheres where Allied interests are threatened. <box>306 934 437 1076</box>
dateline: SINGAPORE, December 9. <box>323 410 420 421</box>
received-line: (Received This Day, 12.5 p.m.) <box>24 1715 132 1726</box>
received-line: (Received This Day, 11.20 a.m.) <box>770 873 880 884</box>
subheadline: INTERESTING AND VARIED PROGRAMME. <box>457 1300 573 1321</box>
credit-line: (By Telegraph—Press Association—Copyright.) <box>838 194 1003 204</box>
column-rule <box>301 40 302 1687</box>
article-paragraph: Senator Stewart demanded that the United States immediately seize all French possessions in the Western Hemisphere or nearby, in order to avoid possible attacks upon the eastern seaboard by Axis planes. Senator Stewart said: "We should seize Martinique, French Guiana and every other foot of soil from which enemy aeroplanes could attack." <box>8 1128 148 1237</box>
article-title: TRUE PROGRESS <box>606 1619 711 1634</box>
received-line: (Received This Day, 10.25 a.m.) <box>171 1543 283 1554</box>
libya-story <box>735 40 1106 380</box>
received-line: (Received This Day, 12.50 p.m.) <box>316 398 427 409</box>
dateline: VICHY, December 9. <box>788 1148 862 1159</box>
